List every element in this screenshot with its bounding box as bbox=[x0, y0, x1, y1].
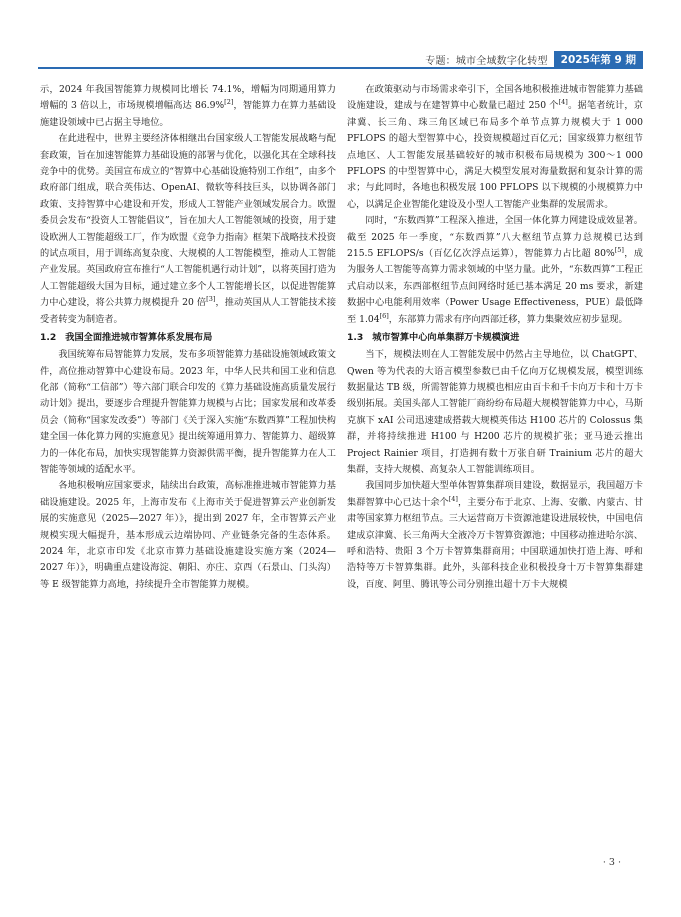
left-column bbox=[40, 82, 336, 593]
section-heading bbox=[40, 329, 336, 347]
body-paragraph: 同时，“东数西算”工程深入推进，全国一体化算力网建设成效显著。截至 2025 年一季度，“东数西算”八大枢纽节点算力总规模已达到 215.5 EFLOPS/s（百亿亿次浮点运算），智能算力占比超 80%[5]，成为服务人工智能等高算力需求领域的中坚力量。此外，“东数西算”工程正式启动以来，东西部枢纽节点间网络时延已基本满足 20 ms 要求，新建数据中心电能利用效率（Power Usage Effectiveness，PUE）最低降至 1.04[6]，东部算力需求有序向西部迁移，算力集聚效应初步显现。 bbox=[347, 215, 643, 325]
header-topic: 专题：城市全域数字化转型 bbox=[425, 56, 548, 67]
body-paragraph: 在政策驱动与市场需求牵引下，全国各地积极推进城市智能算力基础设施建设，建成与在建智算中心数量已超过 250 个[4]。据笔者统计，京津冀、长三角、珠三角区域已布局多个单节点算力规模大于 1 000 PFLOPS 的超大型智算中心，投资规模超过百亿元；国家级算力枢纽节点地区、人工智能发展基础较好的城市积极布局规模为 300～1 000 PFLOPS 的中型智算中心，满足大模型发展对海量数据和复杂计算的需求；与此同时，各地也积极发展 100 PFLOPS 以下规模的小规模算力中心，以满足企业智能化建设及小型人工智能产业集群的发展需求。 bbox=[347, 84, 643, 210]
citation-ref: [3] bbox=[206, 295, 216, 304]
citation-ref: [2] bbox=[224, 98, 234, 107]
citation-ref: [5] bbox=[614, 246, 624, 254]
section-title: 城市智算中心向单集群万卡规模演进 bbox=[372, 332, 520, 344]
section-heading bbox=[347, 329, 643, 347]
citation-ref: [6] bbox=[379, 311, 389, 320]
section-title: 我国全面推进城市智算体系发展布局 bbox=[65, 332, 213, 344]
header-rule bbox=[38, 67, 643, 69]
body-paragraph: 各地积极响应国家要求，陆续出台政策，高标准推进城市智能算力基础设施建设。2025 年，上海市发布《上海市关于促进智算云产业创新发展的实施意见（2025—2027 年）》，提出到 2027 年，全市智算云产业规模实现大幅提升，基本形成云边端协同、产业链条完备的生态体系。2024 年，北京市印发《北京市算力基础设施建设实施方案（2024—2027 年）》，明确重点建设海淀、朝阳、亦庄、京西（石景山、门头沟）等 E 级智能算力高地，持续提升全市智能算力规模。 bbox=[40, 480, 336, 590]
section-number: 1.3 bbox=[347, 332, 364, 344]
body-paragraph: 示，2024 年我国智能算力规模同比增长 74.1%，增幅为同期通用算力增幅的 3 倍以上，市场规模增幅高达 86.9%[2]，智能算力在算力基础设施建设领域中已占据主导地位。 bbox=[40, 84, 336, 128]
body-paragraph: 在此进程中，世界主要经济体相继出台国家级人工智能发展战略与配套政策，旨在加速智能算力基础设施的部署与优化，以强化其在全球科技竞争中的优势。美国宣布成立的“智算中心基础设施特别工作组”，由多个政府部门组成，联合英伟达、OpenAI、微软等科技巨头，以协调各部门政策、支持智算中心建设和开发，形成人工智能产业领域发展合力。欧盟委员会发布“投资人工智能倡议”，旨在加大人工智能领域的投资，用于建设欧洲人工智能超级工厂，作为欧盟《竞争力指南》框架下战略技术投资的试点项目，用于训练高复杂度、大规模的人工智能模型，推动人工智能产业发展。英国政府宣布推行“人工智能机遇行动计划”，以将英国打造为人工智能超级大国为目标，通过建立多个人工智能增长区，以促进智能算力中心建设，将公共算力规模提升 20 倍[3]，推动英国从人工智能技术接受者转变为制造者。 bbox=[40, 133, 337, 325]
body-paragraph: 当下，规模法则在人工智能发展中仍然占主导地位，以 ChatGPT、Qwen 等为代表的大语言模型参数已由千亿向万亿规模发展，模型训练数据量达 TB 级，所需智能算力规模也相应由百卡和千卡向万卡和十万卡级别拓展。美国头部人工智能厂商纷纷布局超大规模智能算力中心，马斯克旗下 xAI 公司迅速建成搭载大规模英伟达 H100 芯片的 Colossus 集群，并将持续推进 H100 与 H200 芯片的规模扩张；亚马逊云推出 Project Rainier 项目，打造拥有数十万张自研 Trainium 芯片的超大集群，支持大规模、高复杂人工智能训练项目。 bbox=[347, 349, 643, 475]
running-header bbox=[425, 51, 643, 68]
right-column bbox=[347, 82, 643, 593]
citation-ref: [4] bbox=[558, 98, 568, 107]
citation-ref: [4] bbox=[448, 494, 458, 503]
section-number: 1.2 bbox=[40, 332, 57, 344]
body-paragraph: 我国同步加快超大型单体智算集群项目建设，数据显示，我国超万卡集群智算中心已达十余个[4]，主要分布于北京、上海、安徽、内蒙古、甘肃等国家算力枢纽节点。三大运营商万卡资源池建设进展较快，中国电信建成京津冀、长三角两大全液冷万卡智算资源池；中国移动推进哈尔滨、呼和浩特、贵阳 3 个万卡智算集群商用；中国联通加快打造上海、呼和浩特等万卡智算集群。此外，头部科技企业积极投身十万卡智算集群建设，百度、阿里、腾讯等公司分别推出超十万卡大规模 bbox=[347, 480, 644, 590]
issue-badge: 2025年第 9 期 bbox=[554, 51, 643, 68]
page-number: · 3 · bbox=[602, 857, 621, 868]
body-paragraph: 我国统筹布局智能算力发展，发布多项智能算力基础设施领域政策文件，高位推动智算中心建设布局。2023 年，中华人民共和国工业和信息化部（简称“工信部”）等六部门联合印发的《算力基础设施高质量发展行动计划》提出，要逐步合理提升智能算力规模与占比；国家发展和改革委员会（简称“国家发改委”）等部门《关于深入实施“东数西算”工程加快构建全国一体化算力网的实施意见》提出统筹通用算力、智能算力、超级算力的一体化布局，加快实现智能算力资源供需平衡，提升智能算力在人工智能等领域的适配水平。 bbox=[40, 349, 336, 475]
